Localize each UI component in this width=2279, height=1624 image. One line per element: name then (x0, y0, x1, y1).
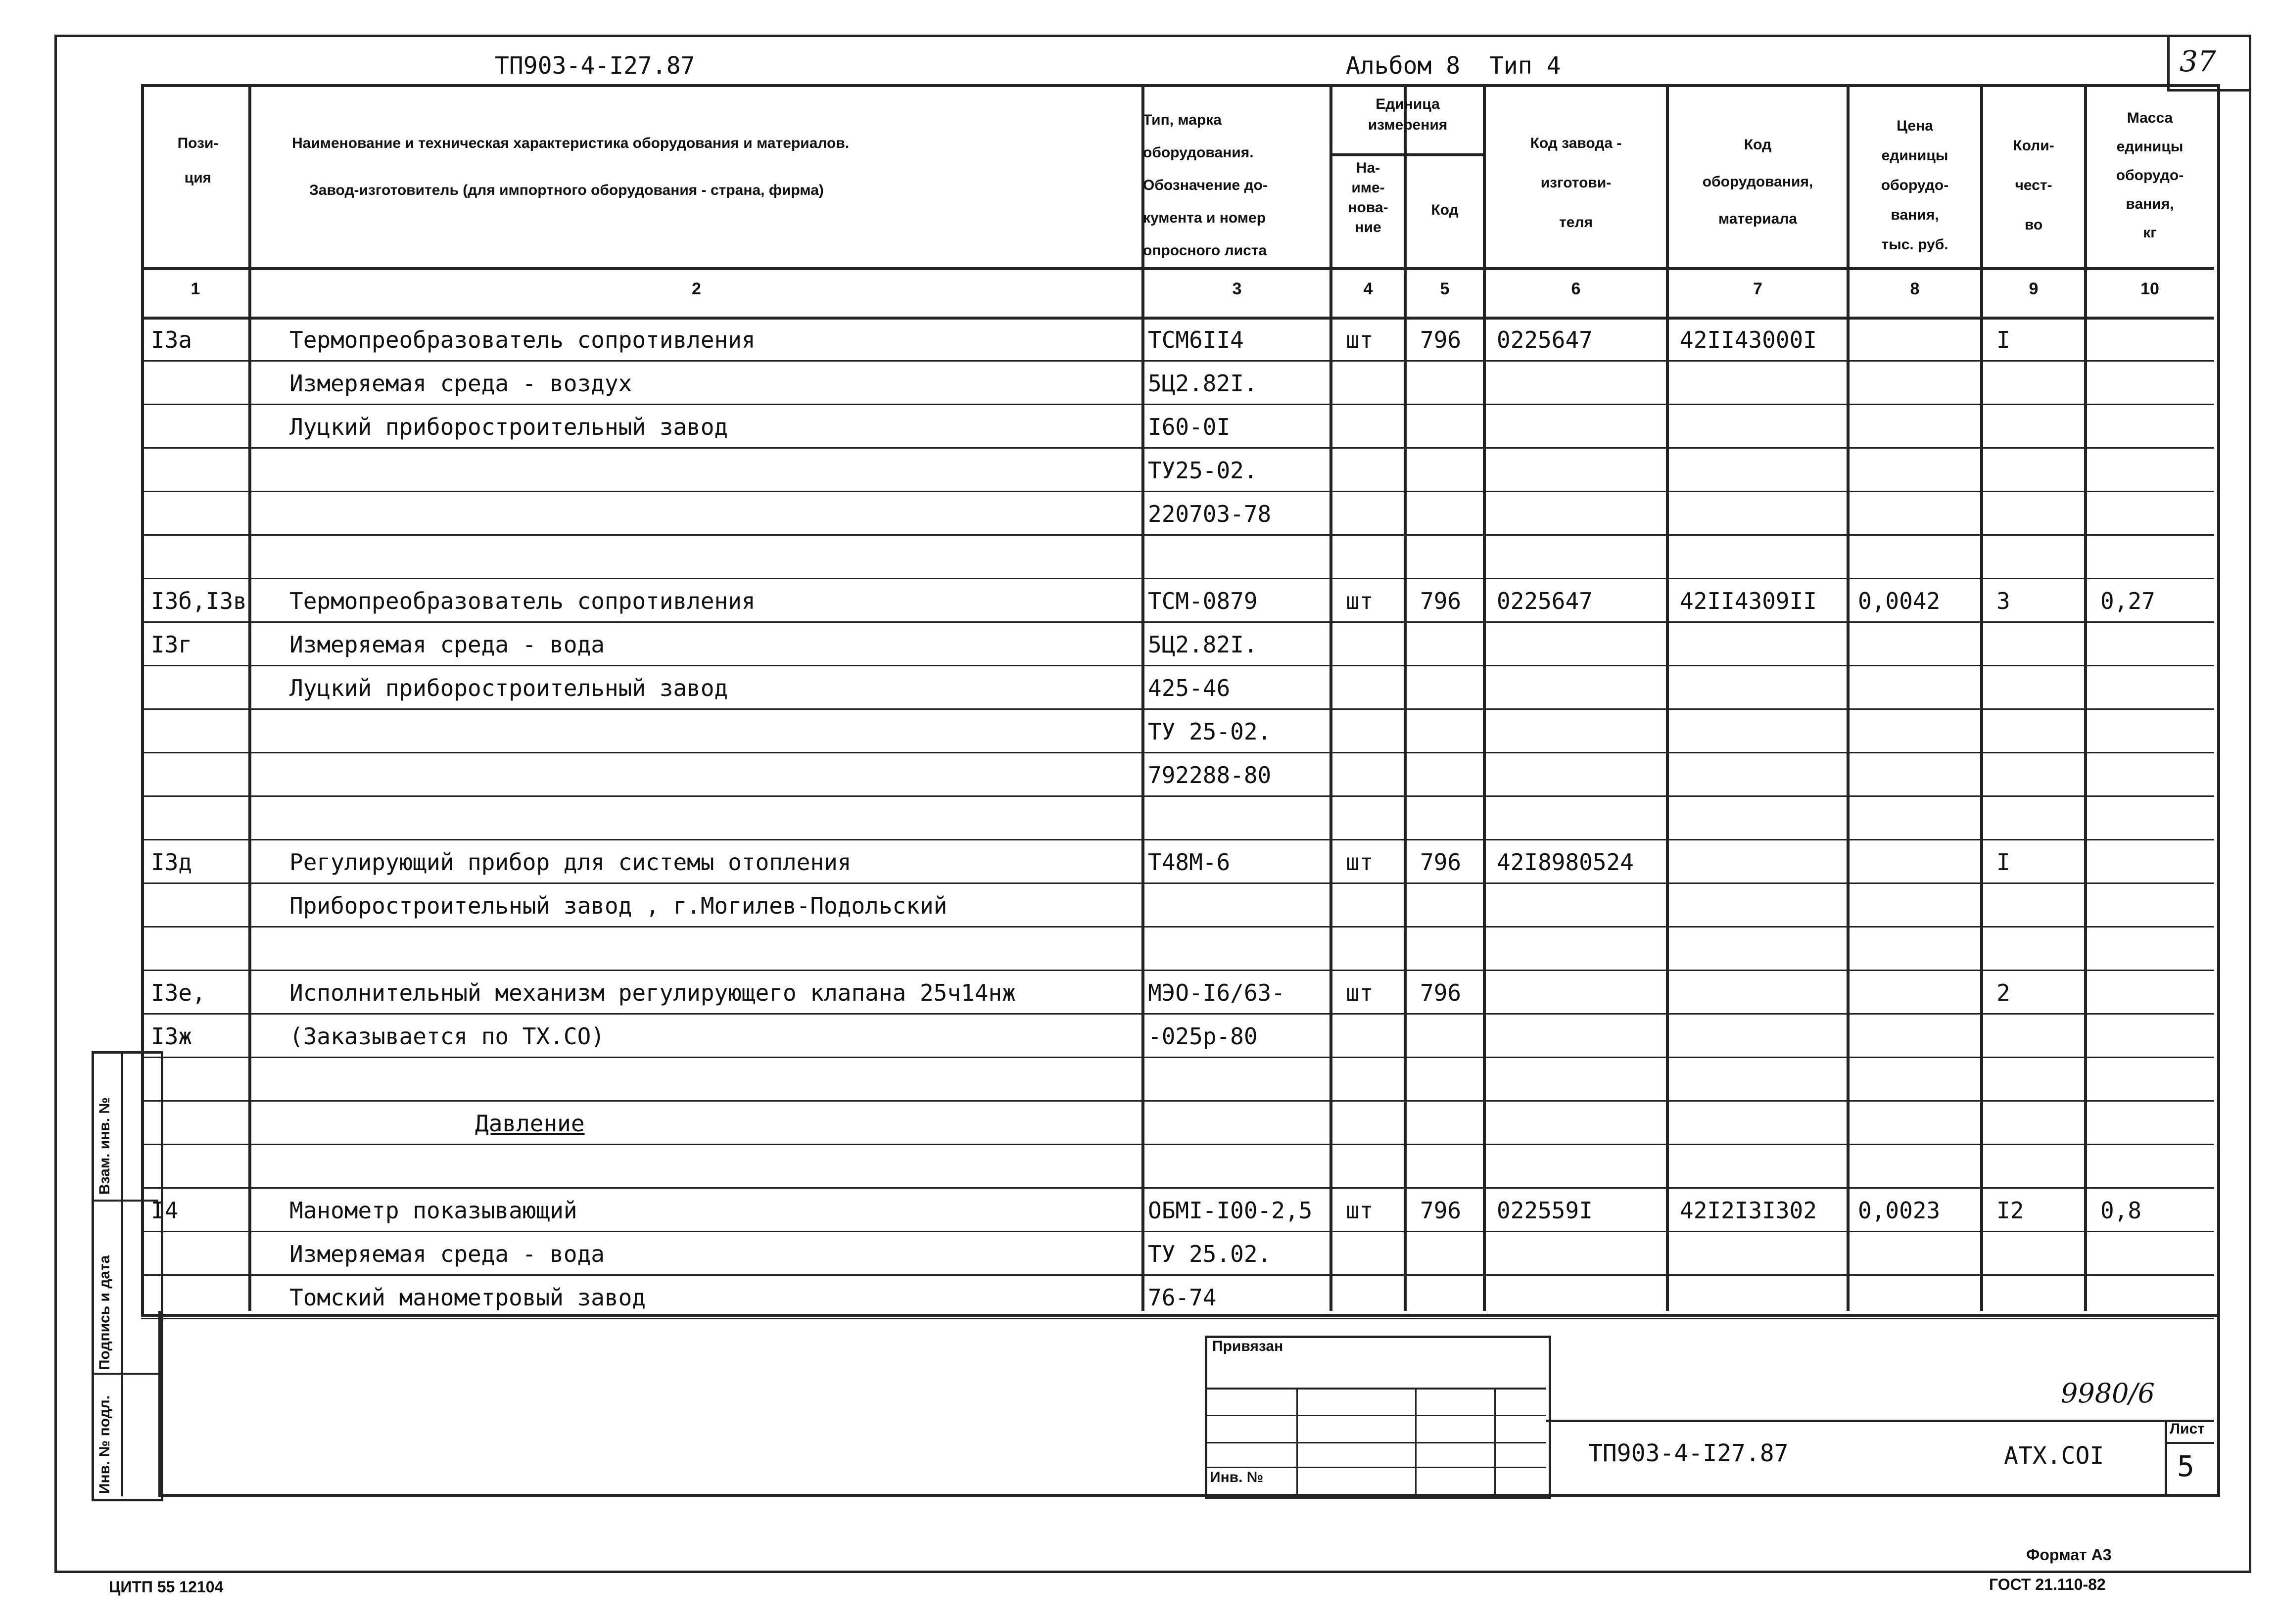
cell-plant: 022559I (1497, 1197, 1593, 1224)
cell-equip: 42II4309II (1680, 588, 1817, 614)
inv-number-label: Инв. № (1210, 1469, 1264, 1485)
column-number: 10 (2140, 279, 2159, 298)
cell-pos: I4 (151, 1197, 179, 1224)
cell-name: Термопреобразователь сопротивления (289, 326, 756, 353)
column-number: 2 (692, 279, 701, 298)
cell-mass: 0,27 (2100, 588, 2155, 614)
column-number: 8 (1910, 279, 1920, 298)
cell-pos: I3а (151, 326, 192, 353)
column-number: 1 (190, 279, 200, 298)
cell-price: 0,0023 (1858, 1197, 1941, 1224)
binding-col (1494, 1388, 1496, 1494)
title-sheet-code: АТХ.СОI (2004, 1442, 2104, 1470)
cell-name: Термопреобразователь сопротивления (289, 588, 756, 614)
footer-citp: ЦИТП 55 12104 (109, 1578, 224, 1596)
header-unit-code: Код (1431, 202, 1459, 218)
row-line (141, 1013, 2214, 1015)
sheet-box-line (2165, 1442, 2214, 1444)
footer-gost: ГОСТ 21.110-82 (1989, 1576, 2106, 1593)
row-line (141, 1274, 2214, 1276)
binding-label: Привязан (1212, 1338, 1283, 1354)
side-replace-inv: Взам. инв. № (96, 1097, 113, 1195)
cell-type: Т48М-6 (1148, 849, 1231, 876)
header-plant-code: Код завода - изготови- теля (1530, 135, 1622, 231)
row-line (141, 578, 2214, 579)
row-line (141, 1100, 2214, 1102)
row-line (141, 404, 2214, 405)
footer-format: Формат А3 (2026, 1546, 2112, 1564)
album-label: Альбом 8 (1346, 52, 1461, 80)
header-equipment-code: Код оборудования, материала (1702, 137, 1813, 227)
row-line (141, 534, 2214, 536)
row-line (141, 360, 2214, 362)
side-inv-original: Инв. № подл. (96, 1395, 113, 1494)
doc-code-top: ТП903-4-I27.87 (495, 52, 695, 80)
cell-type: ТУ 25-02. (1148, 718, 1272, 745)
cell-type: ТУ 25.02. (1148, 1241, 1272, 1267)
cell-plant: 0225647 (1497, 326, 1593, 353)
column-number: 9 (2029, 279, 2039, 298)
side-signature-date: Подпись и дата (96, 1255, 113, 1370)
cell-name: Измеряемая среда - вода (289, 1241, 605, 1267)
cell-pos: I3д (151, 849, 192, 876)
side-stamp-line (92, 1373, 158, 1375)
sheet-label: Лист (2170, 1421, 2205, 1437)
row-line (141, 795, 2214, 797)
cell-plant: 42I8980524 (1497, 849, 1634, 876)
title-block-line (1546, 1420, 2214, 1422)
row-line (141, 621, 2214, 623)
header-quantity: Коли- чест- во (2013, 138, 2054, 233)
cell-type: -025р-80 (1148, 1023, 1258, 1050)
header-unit-group: Единица измерения (1368, 96, 1448, 133)
column-number: 7 (1753, 279, 1762, 298)
row-line (141, 1144, 2214, 1145)
cell-qty: 3 (1996, 588, 2010, 614)
row-line (141, 882, 2214, 884)
row-line (141, 1057, 2214, 1058)
cell-code: 796 (1420, 849, 1462, 876)
cell-name: Регулирующий прибор для системы отопления (289, 849, 852, 876)
cell-code: 796 (1420, 326, 1462, 353)
side-stamp-divider (121, 1051, 123, 1496)
cell-unit: шт (1346, 979, 1374, 1006)
row-line (141, 447, 2214, 449)
cell-name: Манометр показывающий (289, 1197, 577, 1224)
type-label: Тип 4 (1489, 52, 1561, 80)
cell-pos: I3ж (151, 1023, 192, 1050)
header-price: Цена единицы оборудо- вания, тыс. руб. (1881, 118, 1949, 253)
header-position: Пози- ция (177, 135, 219, 186)
cell-qty: I (1996, 326, 2010, 353)
cell-type: ТСМ6II4 (1148, 326, 1244, 353)
cell-mass: 0,8 (2100, 1197, 2142, 1224)
cell-qty: I2 (1996, 1197, 2024, 1224)
bottom-area (158, 1311, 2220, 1497)
header-mass: Масса единицы оборудо- вания, кг (2116, 110, 2184, 241)
cell-type: ТУ25-02. (1148, 457, 1258, 484)
handwritten-number: 9980/6 (2061, 1378, 2155, 1409)
row-line (141, 665, 2214, 666)
page-number-handwritten: 37 (2180, 45, 2216, 78)
row-line (141, 1231, 2214, 1232)
cell-name: Томский манометровый завод (289, 1284, 646, 1311)
cell-unit: шт (1346, 849, 1374, 876)
side-stamp-line (92, 1200, 158, 1202)
title-doc-code: ТП903-4-I27.87 (1588, 1439, 1789, 1467)
cell-code: 796 (1420, 979, 1462, 1006)
cell-pos: I3г (151, 631, 192, 658)
cell-name: Измеряемая среда - воздух (289, 370, 632, 397)
cell-type: МЭО-I6/63- (1148, 979, 1285, 1006)
column-number: 3 (1232, 279, 1242, 298)
cell-qty: 2 (1996, 979, 2010, 1006)
cell-type: 76-74 (1148, 1284, 1217, 1311)
header-line (1331, 153, 1484, 156)
sheet-number: 5 (2177, 1449, 2194, 1483)
row-line (141, 926, 2214, 928)
cell-name: Луцкий приборостроительный завод (289, 675, 728, 701)
cell-plant: 0225647 (1497, 588, 1593, 614)
cell-price: 0,0042 (1858, 588, 1941, 614)
row-line (141, 1187, 2214, 1189)
cell-type: 5Ц2.82I. (1148, 370, 1258, 397)
column-number: 5 (1440, 279, 1450, 298)
cell-name: Исполнительный механизм регулирующего клапана 25ч14нж (289, 979, 1016, 1006)
column-number: 6 (1571, 279, 1581, 298)
cell-unit: шт (1346, 1197, 1374, 1224)
row-line (141, 752, 2214, 753)
header-unit-name: На- име- нова- ние (1348, 160, 1388, 235)
cell-type: ТСМ-0879 (1148, 588, 1258, 614)
cell-pos: I3е, (151, 979, 206, 1006)
cell-unit: шт (1346, 588, 1374, 614)
cell-name: Приборостроительный завод , г.Могилев-Подольский (289, 892, 948, 919)
header-name-line1: Наименование и техническая характеристика оборудования и материалов. (292, 135, 850, 151)
cell-name: Измеряемая среда - вода (289, 631, 605, 658)
cell-type: 792288-80 (1148, 762, 1272, 789)
cell-type: ОБМI-I00-2,5 (1148, 1197, 1313, 1224)
cell-name: Давление (475, 1110, 585, 1137)
cell-qty: I (1996, 849, 2010, 876)
header-line (141, 317, 2214, 320)
cell-type: I60-0I (1148, 414, 1231, 440)
cell-unit: шт (1346, 326, 1374, 353)
row-line (141, 839, 2214, 840)
cell-pos: I3б,I3в (151, 588, 247, 614)
binding-col (1415, 1388, 1417, 1494)
cell-name: (Заказывается по ТХ.СО) (289, 1023, 605, 1050)
cell-type: 220703-78 (1148, 501, 1272, 527)
cell-type: 5Ц2.82I. (1148, 631, 1258, 658)
column-number: 4 (1363, 279, 1373, 298)
row-line (141, 708, 2214, 710)
cell-code: 796 (1420, 588, 1462, 614)
cell-name: Луцкий приборостроительный завод (289, 414, 728, 440)
row-line (141, 491, 2214, 492)
header-type: Тип, марка оборудования. Обозначение до- кумента и номер опросного листа (1143, 112, 1268, 259)
binding-col (1296, 1388, 1298, 1494)
header-line (141, 267, 2214, 270)
cell-equip: 42I2I3I302 (1680, 1197, 1817, 1224)
row-line (141, 970, 2214, 971)
cell-code: 796 (1420, 1197, 1462, 1224)
cell-type: 425-46 (1148, 675, 1231, 701)
cell-equip: 42II43000I (1680, 326, 1817, 353)
header-name-line2: Завод-изготовитель (для импортного оборудования - страна, фирма) (309, 182, 824, 198)
